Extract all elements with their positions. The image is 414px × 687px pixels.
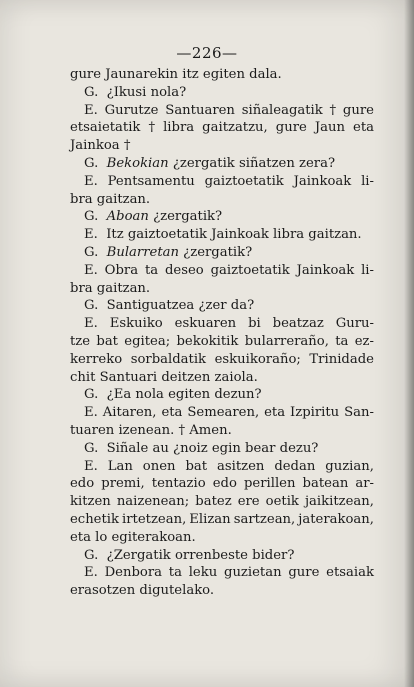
text-line: G. ¿Ea nola egiten dezun?: [84, 387, 262, 403]
text-line: E. Obra ta deseo gaiztoetatik Jainkoak li-: [84, 262, 374, 278]
text-line: E. Denbora ta leku guzietan gure etsaiak: [84, 565, 374, 581]
text-line: gure Jaunarekin itz egiten dala.: [70, 67, 282, 82]
text-line: bra gaitzan.: [70, 280, 151, 296]
text-line: G. Santiguatzea ¿zer da?: [84, 298, 255, 314]
text-line: G. Siñale au ¿noiz egin bear dezu?: [84, 440, 319, 456]
text-line: kitzen naizenean; batez ere oetik jaikitzean,: [70, 494, 374, 510]
text-line: eta lo egiterakoan.: [70, 529, 196, 545]
text-line: tuaren izenean. † Amen.: [70, 422, 232, 438]
text-line: E. Itz gaiztoetatik Jainkoak libra gaitzan.: [84, 227, 362, 243]
text-line: etsaietatik † libra gaitzatzu, gure Jaun eta: [70, 120, 374, 136]
text-line: E. Lan onen bat asitzen dedan guzian,: [84, 458, 374, 474]
text-line: G. ¿Zergatik orrenbeste bider?: [84, 547, 295, 563]
text-line: E. Aitaren, eta Semearen, eta Izpiritu San-: [84, 405, 374, 421]
page-gutter-shadow: [404, 0, 414, 687]
text-line: E. Eskuiko eskuaren bi beatzaz Guru-: [84, 316, 374, 332]
text-line: erasotzen digutelako.: [70, 583, 215, 599]
text-line: G. Aboan ¿zergatik?: [84, 209, 223, 225]
text-line: G. Bekokian ¿zergatik siñatzen zera?: [84, 155, 336, 171]
text-line: echetik irtetzean, Elizan sartzean, jaterakoan,: [70, 511, 374, 527]
text-line: Jainkoa †: [70, 138, 131, 154]
text-line: E. Pentsamentu gaiztoetatik Jainkoak li-: [84, 173, 374, 189]
text-line: tze bat egitea; bekokitik bularreraño, ta ez-: [70, 333, 374, 349]
text-line: kerreko sorbaldatik eskuikoraño; Trinidade: [70, 351, 374, 367]
text-line: chit Santuari deitzen zaiola.: [70, 369, 258, 385]
text-line: E. Gurutze Santuaren siñaleagatik † gure: [84, 102, 374, 118]
text-line: G. Bularretan ¿zergatik?: [84, 244, 253, 260]
text-line: G. ¿Ikusi nola?: [84, 84, 187, 100]
page-number: —226—: [176, 44, 238, 62]
text-line: bra gaitzan.: [70, 191, 151, 207]
catechism-text-block: [70, 66, 374, 600]
text-line: edo premi, tentazio edo perillen batean ar-: [70, 476, 374, 492]
